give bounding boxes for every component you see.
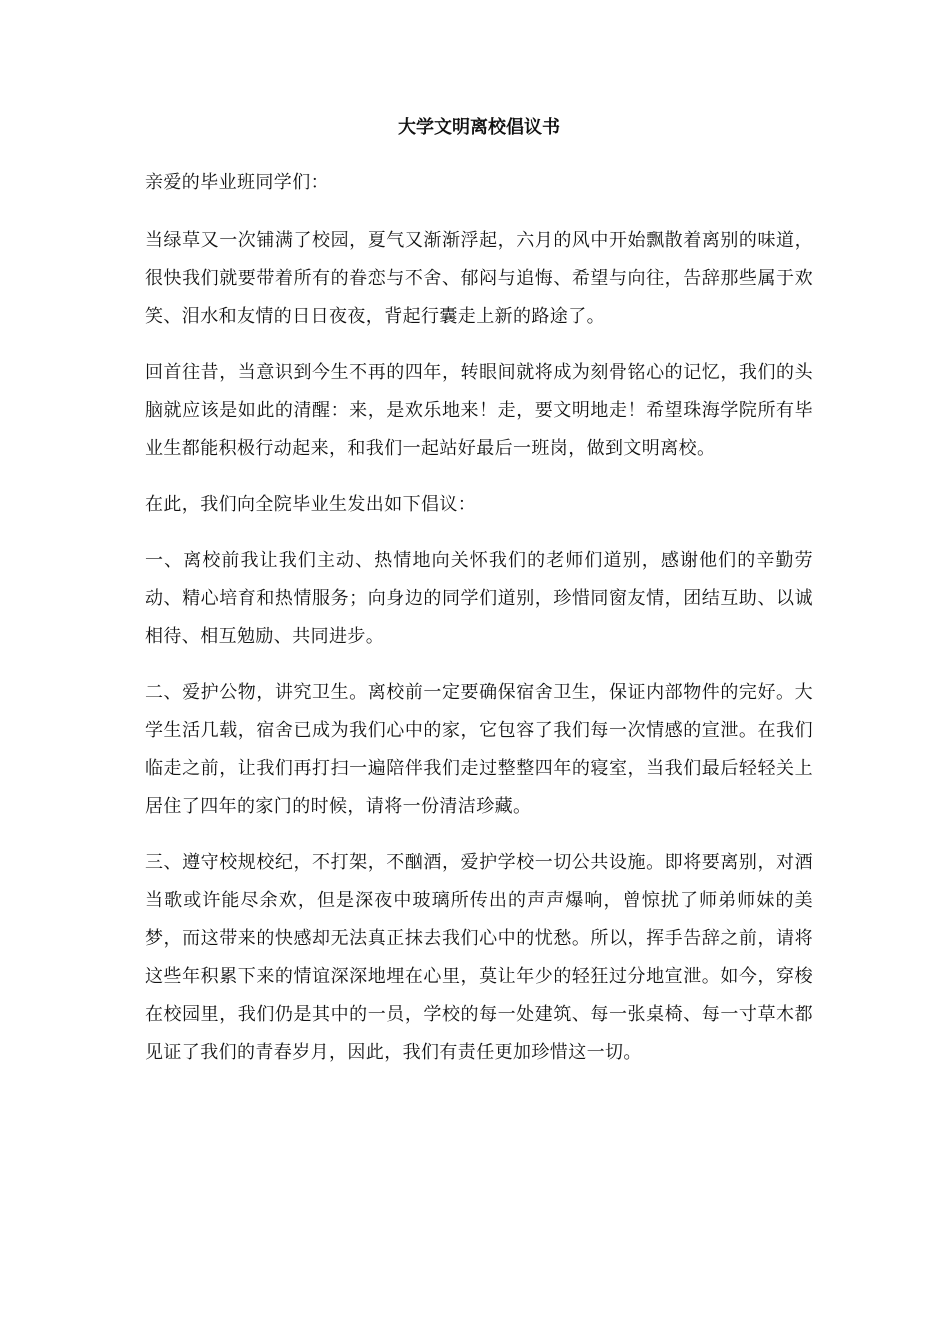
- paragraph-item-one: 一、离校前我让我们主动、热情地向关怀我们的老师们道别，感谢他们的辛勤劳动、精心培育和热情服务；向身边的同学们道别，珍惜同窗友情，团结互助、以诚相待、相互勉励、共同进步。: [145, 550, 813, 647]
- document-title: 大学文明离校倡议书: [398, 117, 560, 138]
- paragraph-proposal-lead: 在此，我们向全院毕业生发出如下倡议：: [145, 494, 477, 515]
- paragraph-intro: 当绿草又一次铺满了校园，夏气又渐渐浮起，六月的风中开始飘散着离别的味道，很快我们就要带着所有的眷恋与不舍、郁闷与追悔、希望与向往，告辞那些属于欢笑、泪水和友情的日日夜夜，背起行囊走上新的路途了。: [145, 230, 813, 327]
- greeting: 亲爱的毕业班同学们：: [145, 172, 329, 193]
- document-body: [145, 108, 813, 1090]
- paragraph-item-three: 三、遵守校规校纪，不打架，不酗酒，爱护学校一切公共设施。即将要离别，对酒当歌或许能尽余欢，但是深夜中玻璃所传出的声声爆响，曾惊扰了师弟师妹的美梦，而这带来的快感却无法真正抹去我们心中的忧愁。所以，挥手告辞之前，请将这些年积累下来的情谊深深地埋在心里，莫让年少的轻狂过分地宣泄。如今，穿梭在校园里，我们仍是其中的一员，学校的每一处建筑、每一张桌椅、每一寸草木都见证了我们的青春岁月，因此，我们有责任更加珍惜这一切。: [145, 852, 813, 1063]
- paragraph-item-two: 二、爱护公物，讲究卫生。离校前一定要确保宿舍卫生，保证内部物件的完好。大学生活几载，宿舍已成为我们心中的家，它包容了我们每一次情感的宣泄。在我们临走之前，让我们再打扫一遍陪伴我们走过整整四年的寝室，当我们最后轻轻关上居住了四年的家门的时候，请将一份清洁珍藏。: [145, 682, 813, 817]
- paragraph-reflection: 回首往昔，当意识到今生不再的四年，转眼间就将成为刻骨铭心的记忆，我们的头脑就应该是如此的清醒：来，是欢乐地来！走，要文明地走！希望珠海学院所有毕业生都能积极行动起来，和我们一起站好最后一班岗，做到文明离校。: [145, 362, 813, 459]
